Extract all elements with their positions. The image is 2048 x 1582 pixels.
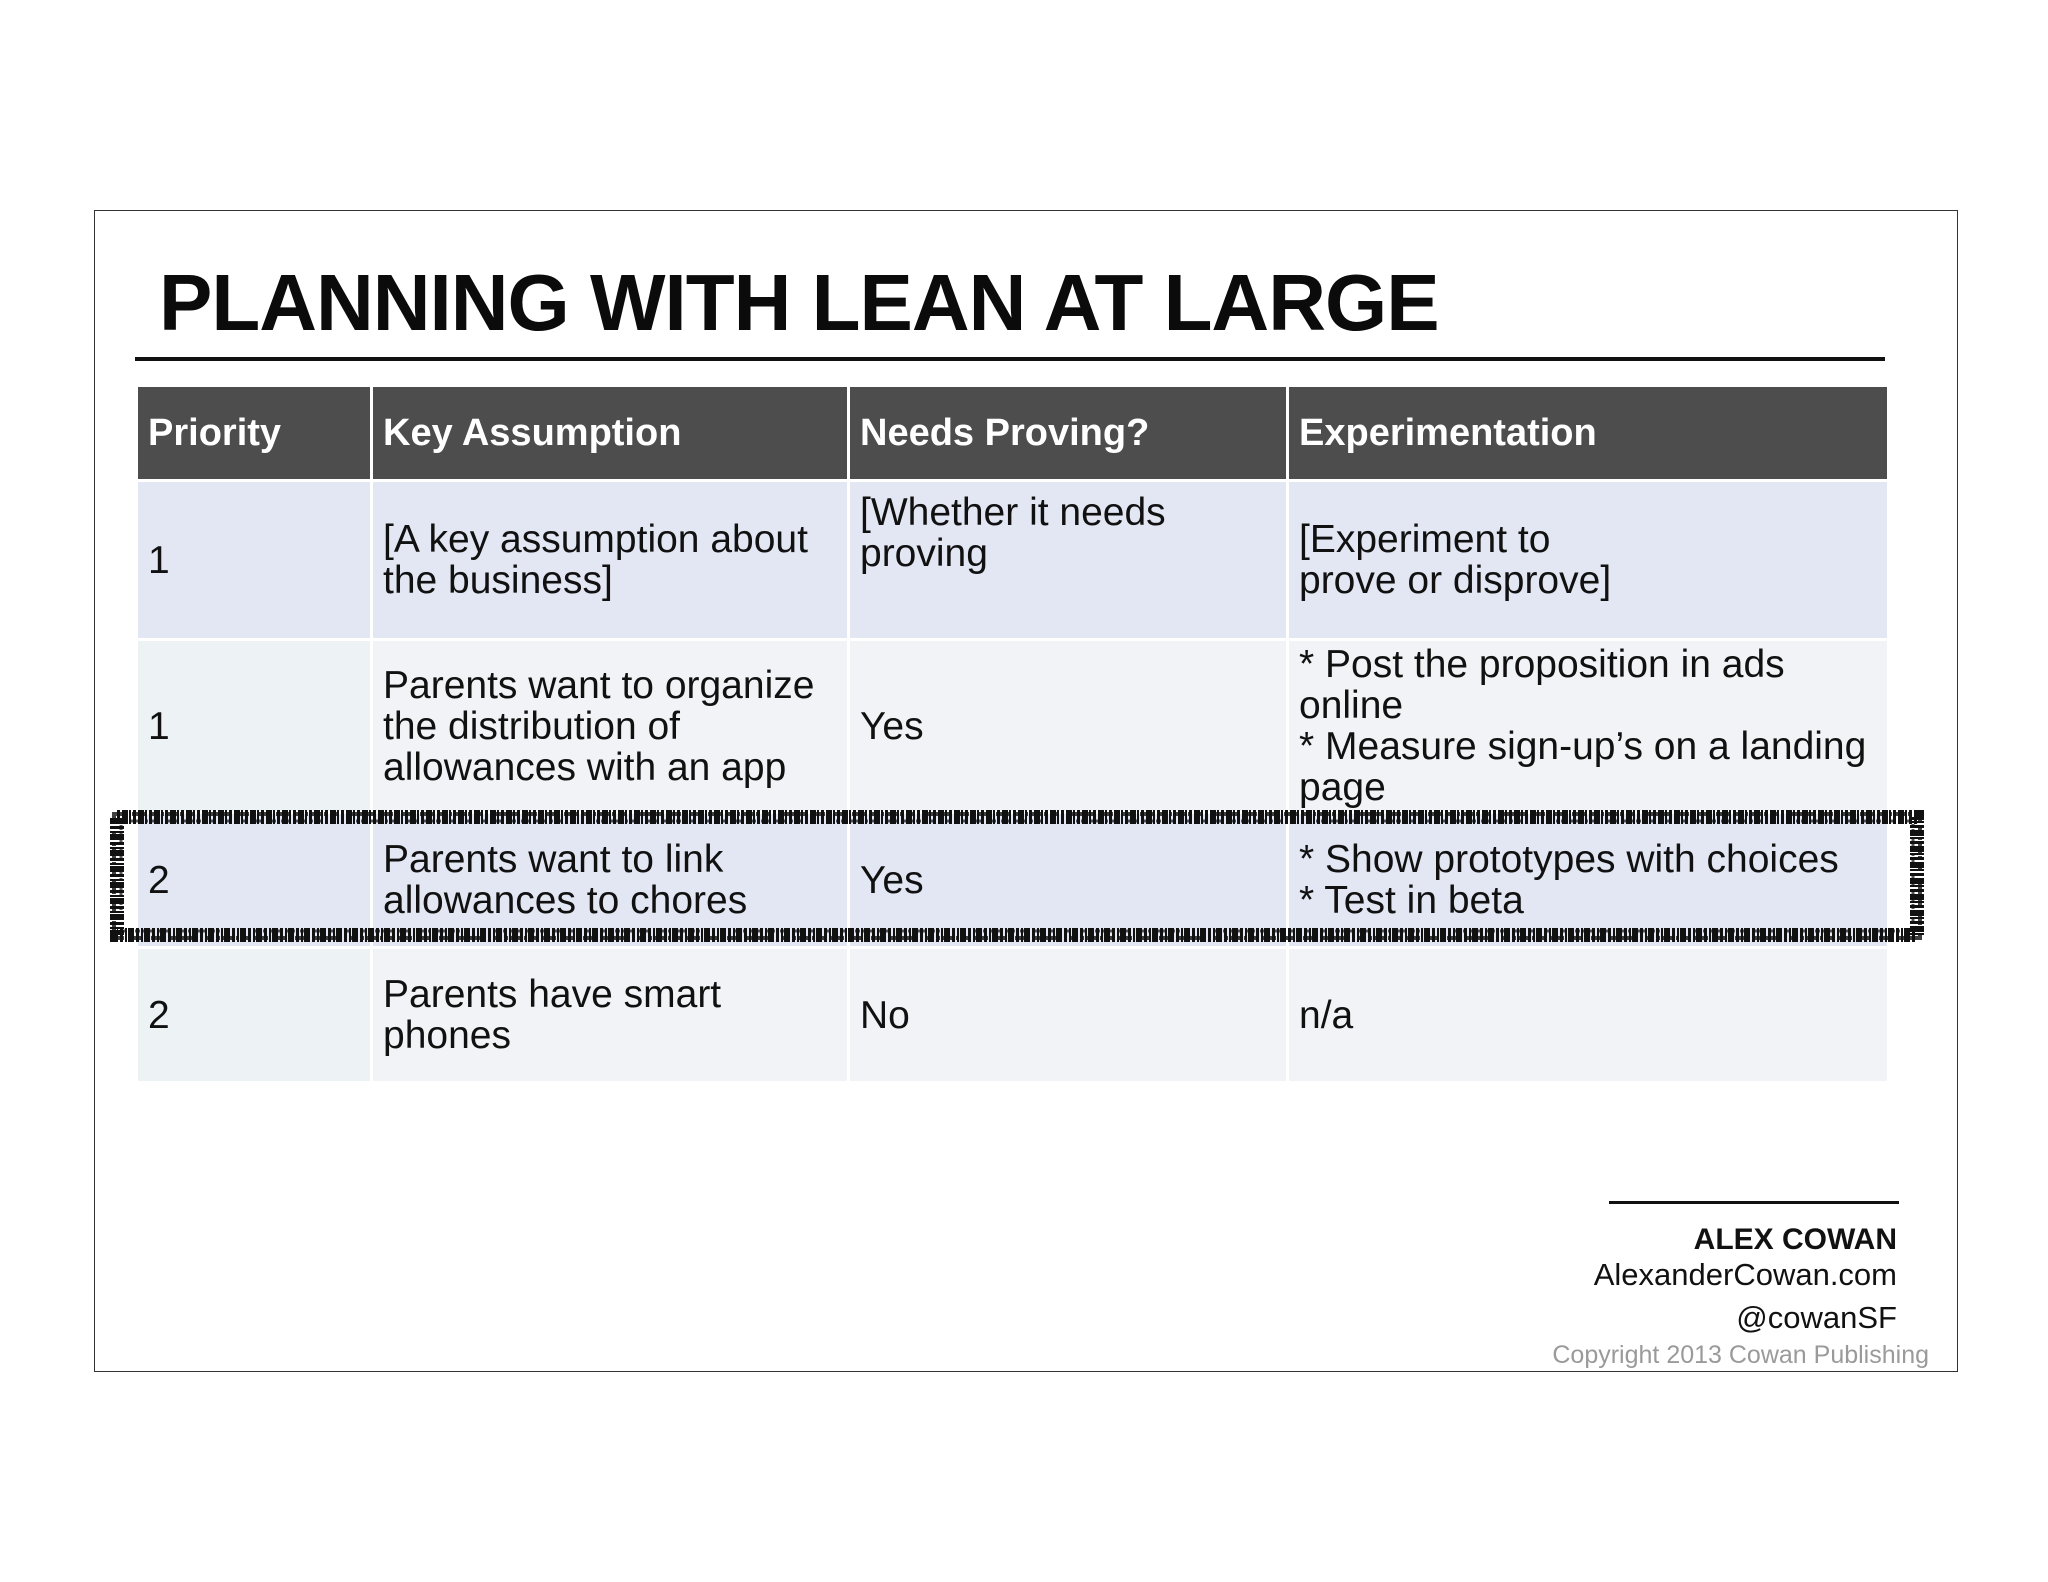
table-row (138, 641, 1887, 811)
cell-needs-proving: Yes (850, 641, 1286, 811)
cell-needs-proving: [Whether it needs proving (850, 482, 1286, 638)
assumptions-table (135, 384, 1890, 1084)
table-row (138, 482, 1887, 638)
title-divider (135, 357, 1885, 361)
table-row-highlighted (138, 814, 1887, 946)
header-priority: Priority (138, 387, 370, 479)
cell-experimentation: * Post the proposition in ads online * Measure sign-up’s on a landing page (1289, 641, 1887, 811)
cell-assumption: Parents want to organize the distribution of allowances with an app (373, 641, 847, 811)
header-needs-proving: Needs Proving? (850, 387, 1286, 479)
slide-title: PLANNING WITH LEAN AT LARGE (159, 258, 1439, 347)
cell-needs-proving: No (850, 949, 1286, 1081)
cell-priority: 2 (138, 949, 370, 1081)
footer-divider (1609, 1201, 1899, 1204)
cell-priority: 1 (138, 641, 370, 811)
copyright-notice: Copyright 2013 Cowan Publishing (1552, 1341, 1929, 1369)
table-header-row (138, 387, 1887, 479)
cell-experimentation: n/a (1289, 949, 1887, 1081)
cell-assumption: [A key assumption about the business] (373, 482, 847, 638)
cell-experimentation: * Show prototypes with choices * Test in beta (1289, 814, 1887, 946)
cell-assumption: Parents have smart phones (373, 949, 847, 1081)
cell-needs-proving: Yes (850, 814, 1286, 946)
cell-assumption: Parents want to link allowances to chores (373, 814, 847, 946)
author-website: AlexanderCowan.com (1593, 1257, 1897, 1292)
header-key-assumption: Key Assumption (373, 387, 847, 479)
cell-priority: 2 (138, 814, 370, 946)
author-handle: @cowanSF (1736, 1300, 1897, 1335)
header-experimentation: Experimentation (1289, 387, 1887, 479)
table-row (138, 949, 1887, 1081)
cell-experimentation: [Experiment to prove or disprove] (1289, 482, 1887, 638)
cell-priority: 1 (138, 482, 370, 638)
slide (94, 210, 1958, 1372)
author-name: ALEX COWAN (1693, 1223, 1897, 1256)
